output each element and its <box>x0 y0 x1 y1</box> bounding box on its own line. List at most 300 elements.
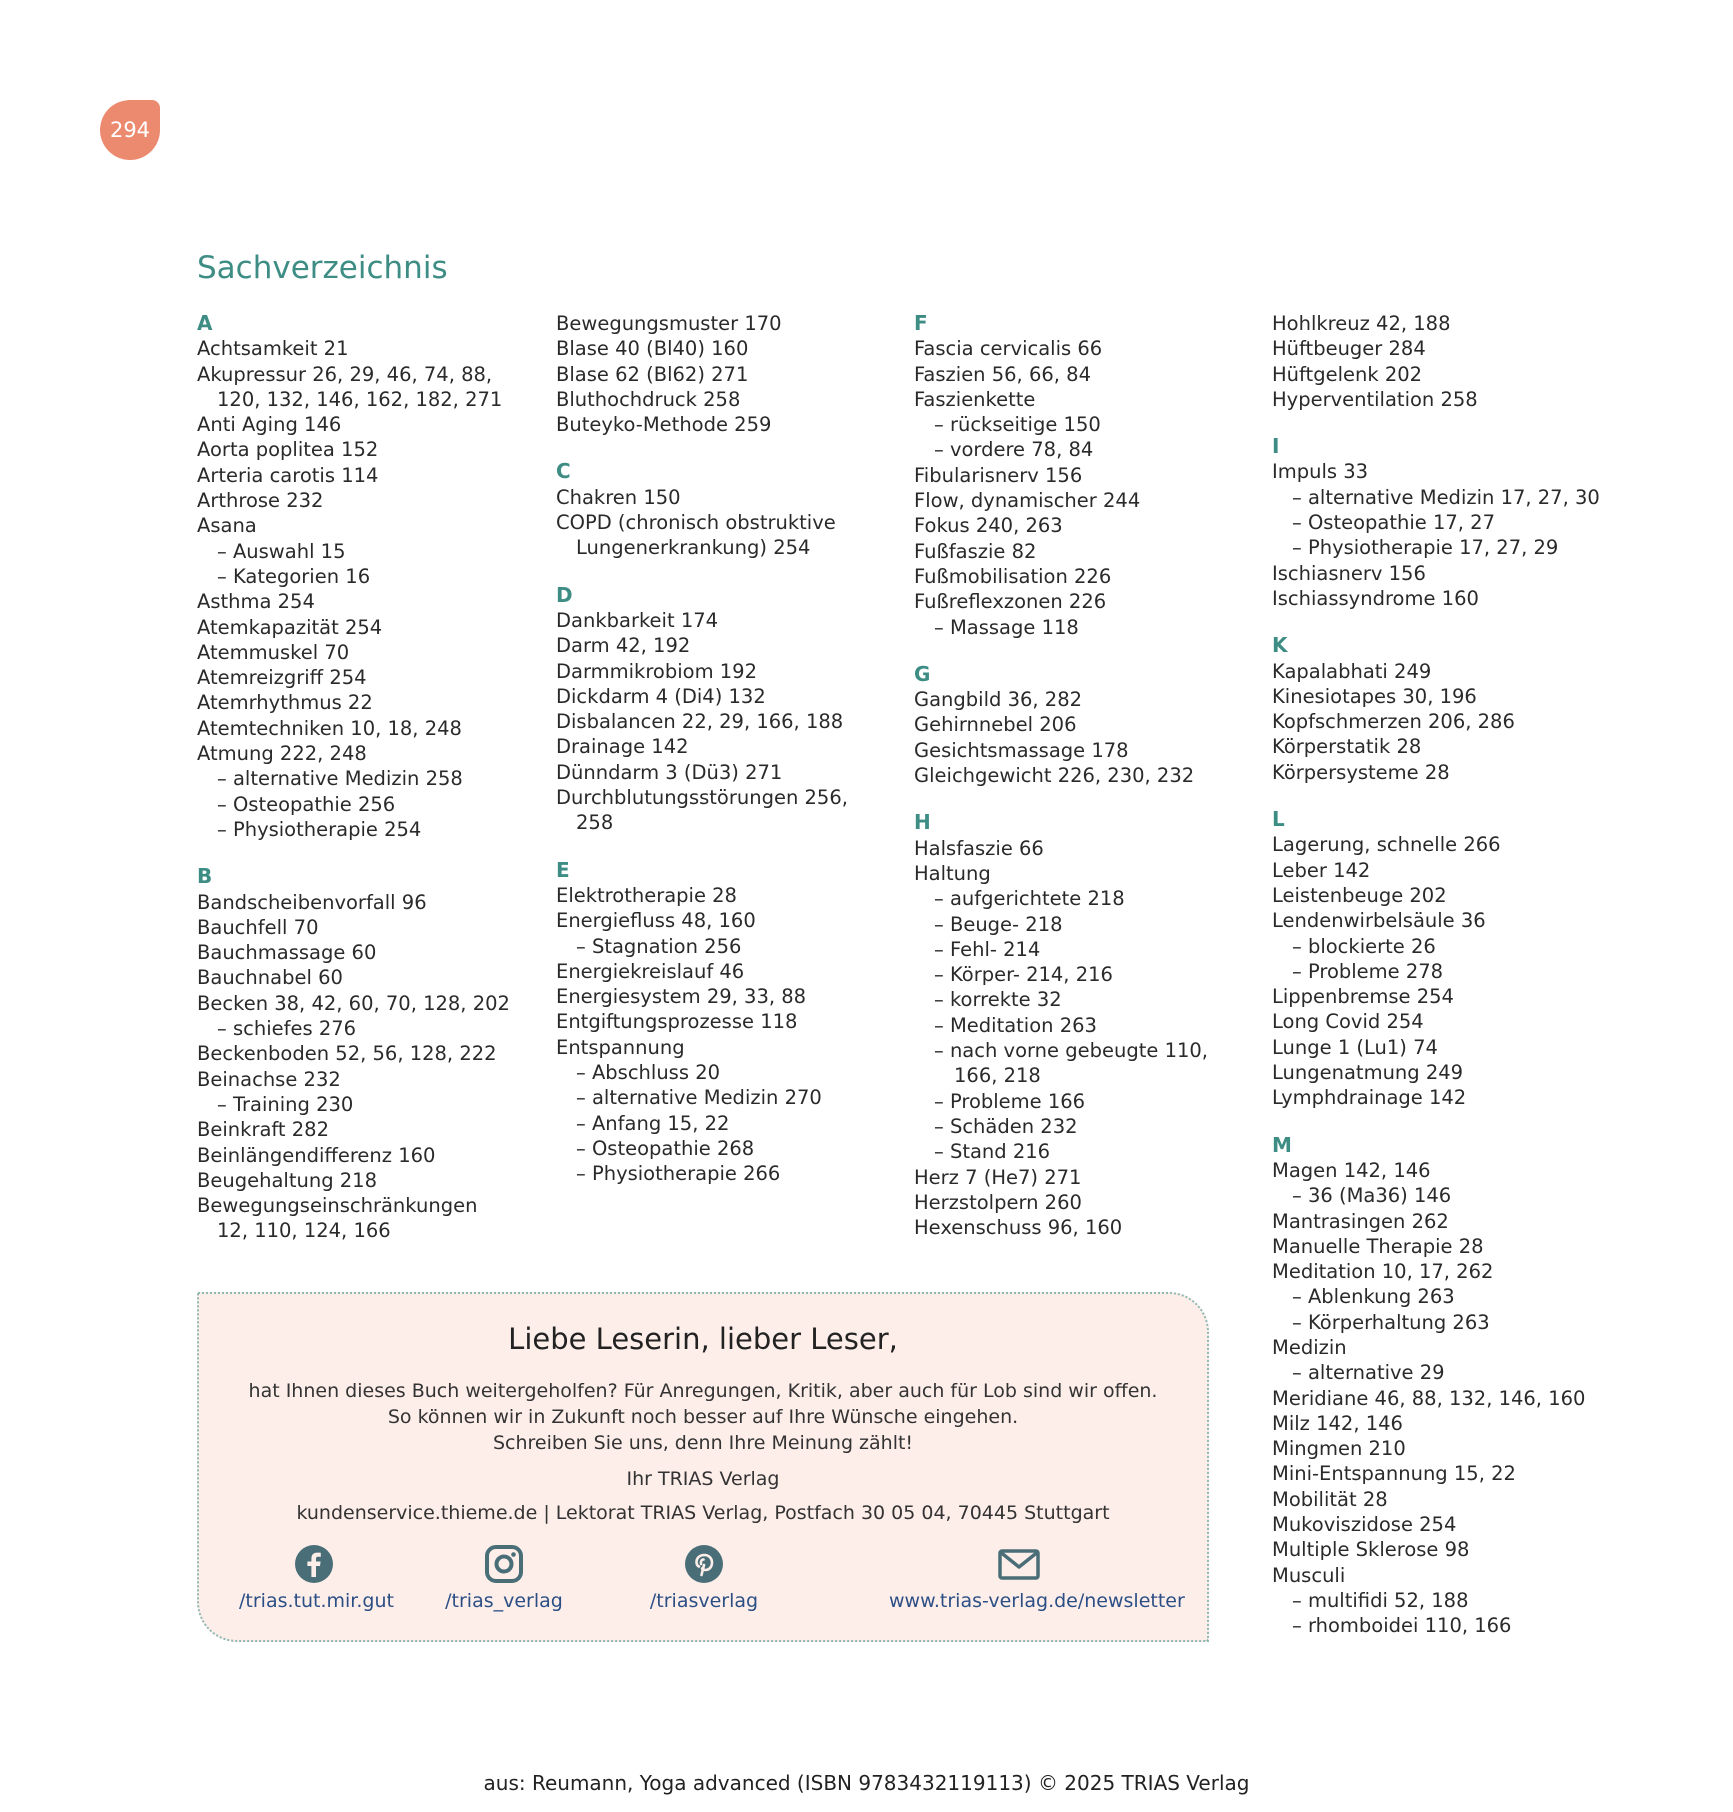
index-entry-text: – Ablenkung 263 <box>1292 1285 1455 1309</box>
index-letter-heading: E <box>556 857 570 882</box>
index-entry <box>556 1085 896 1110</box>
index-entry-text: – Anfang 15, 22 <box>576 1111 730 1135</box>
index-entry <box>197 792 537 817</box>
index-entry <box>1272 1360 1692 1385</box>
index-entry-text: – Fehl- 214 <box>934 937 1041 961</box>
index-entry-text: Hüftgelenk 202 <box>1272 362 1423 386</box>
index-entry-text: Magen 142, 146 <box>1272 1158 1431 1182</box>
index-entry <box>197 690 537 715</box>
index-entry <box>556 659 896 684</box>
index-entry <box>197 336 537 361</box>
index-entry <box>914 513 1254 538</box>
index-entry-text: Flow, dynamischer 244 <box>914 489 1141 513</box>
index-entry-text: Meridiane 46, 88, 132, 146, 160 <box>1272 1386 1586 1410</box>
index-entry-text: Anti Aging 146 <box>197 413 342 437</box>
index-entry-text: Bauchfell 70 <box>197 915 319 939</box>
index-entry-text: COPD (chronisch obstruktive <box>556 511 836 535</box>
index-entry-text: Fußfaszie 82 <box>914 539 1037 563</box>
index-entry <box>914 836 1254 861</box>
index-entry-text: – Stagnation 256 <box>576 934 742 958</box>
index-entry <box>556 387 896 412</box>
index-column-3 <box>914 311 1254 1262</box>
feedback-box <box>197 1292 1209 1642</box>
pinterest-icon <box>684 1544 724 1584</box>
index-entry <box>1272 1588 1692 1613</box>
index-entry <box>1272 1537 1692 1562</box>
index-entry <box>914 1215 1254 1240</box>
index-entry-text: Milz 142, 146 <box>1272 1411 1403 1435</box>
index-entry-text: Ischiasnerv 156 <box>1272 561 1426 585</box>
index-entry-continuation: 258 <box>576 811 614 835</box>
feedback-line: Schreiben Sie uns, denn Ihre Meinung zählt! <box>492 1432 914 1454</box>
index-entry-text: Lendenwirbelsäule 36 <box>1272 909 1486 933</box>
index-entry <box>197 362 537 413</box>
index-entry <box>556 1136 896 1161</box>
index-entry-text: Faszien 56, 66, 84 <box>914 362 1091 386</box>
newsletter-link-label: www.trias-verlag.de/newsletter <box>889 1590 1185 1612</box>
index-entry-text: Multiple Sklerose 98 <box>1272 1538 1470 1562</box>
index-entry-text: Kopfschmerzen 206, 286 <box>1272 710 1515 734</box>
index-entry-text: Lungenatmung 249 <box>1272 1061 1464 1085</box>
index-entry-text: Herzstolpern 260 <box>914 1190 1082 1214</box>
index-section <box>1272 807 1692 1111</box>
index-entry <box>556 1111 896 1136</box>
index-entry <box>914 1165 1254 1190</box>
index-entry-text: Bewegungseinschränkungen <box>197 1194 478 1218</box>
index-entry-text: Lagerung, schnelle 266 <box>1272 833 1501 857</box>
index-entry-text: – 36 (Ma36) 146 <box>1292 1184 1452 1208</box>
index-entry-text: – Osteopathie 268 <box>576 1136 755 1160</box>
index-entry <box>914 912 1254 937</box>
index-entry-text: Hüftbeuger 284 <box>1272 337 1426 361</box>
index-entry <box>914 962 1254 987</box>
index-entry <box>1272 659 1692 684</box>
index-entry <box>1272 1158 1692 1183</box>
index-entry-text: – Beuge- 218 <box>934 912 1063 936</box>
index-entry-text: Elektrotherapie 28 <box>556 883 737 907</box>
index-entry <box>197 665 537 690</box>
index-section <box>197 311 537 842</box>
index-entry-text: Becken 38, 42, 60, 70, 128, 202 <box>197 991 510 1015</box>
pinterest-link-label: /triasverlag <box>649 1590 759 1612</box>
index-entry-text: Fibularisnerv 156 <box>914 463 1083 487</box>
index-entry-text: – Massage 118 <box>934 615 1079 639</box>
index-entry <box>197 615 537 640</box>
index-entry-text: Bauchmassage 60 <box>197 941 377 965</box>
index-entry <box>914 362 1254 387</box>
index-section <box>556 583 896 836</box>
index-entry <box>197 589 537 614</box>
index-entry <box>197 1092 537 1117</box>
index-section <box>556 311 896 437</box>
index-entry <box>556 1060 896 1085</box>
index-entry <box>914 437 1254 462</box>
index-entry-text: Arteria carotis 114 <box>197 463 379 487</box>
index-entry-text: – Auswahl 15 <box>217 539 346 563</box>
index-entry-text: – Physiotherapie 254 <box>217 817 422 841</box>
feedback-line: So können wir in Zukunft noch besser auf Ihre Wünsche eingehen. <box>387 1406 1019 1428</box>
feedback-text <box>199 1378 1207 1456</box>
index-entry <box>197 564 537 589</box>
index-entry <box>197 1168 537 1193</box>
index-entry-text: Fußmobilisation 226 <box>914 564 1112 588</box>
index-entry <box>197 915 537 940</box>
index-entry-text: Atemmuskel 70 <box>197 640 350 664</box>
index-entry-text: – Abschluss 20 <box>576 1061 721 1085</box>
index-entry <box>914 1089 1254 1114</box>
index-entry-text: Drainage 142 <box>556 735 689 759</box>
index-entry <box>197 513 537 538</box>
index-entry <box>556 1009 896 1034</box>
index-entry-text: Gesichtsmassage 178 <box>914 738 1129 762</box>
index-entry <box>1272 1035 1692 1060</box>
index-entry-text: – Osteopathie 17, 27 <box>1292 511 1495 535</box>
index-entry-text: – rhomboidei 110, 166 <box>1292 1614 1512 1638</box>
index-entry <box>197 437 537 462</box>
index-entry <box>1272 1009 1692 1034</box>
index-entry-text: Ischiassyndrome 160 <box>1272 586 1479 610</box>
index-entry-text: Haltung <box>914 861 991 885</box>
index-entry-text: – schiefes 276 <box>217 1017 357 1041</box>
index-entry-text: Darmmikrobiom 192 <box>556 659 757 683</box>
index-entry <box>914 564 1254 589</box>
index-entry-text: – korrekte 32 <box>934 988 1062 1012</box>
index-entry-text: Lunge 1 (Lu1) 74 <box>1272 1035 1438 1059</box>
index-entry <box>1272 1563 1692 1588</box>
index-entry-text: Dankbarkeit 174 <box>556 608 719 632</box>
index-section <box>914 810 1254 1240</box>
index-entry-text: Asana <box>197 514 257 538</box>
index-entry-text: – Physiotherapie 266 <box>576 1162 781 1186</box>
index-entry <box>1272 1310 1692 1335</box>
index-entry-text: Dünndarm 3 (Dü3) 271 <box>556 760 783 784</box>
index-entry-text: Energiesystem 29, 33, 88 <box>556 985 807 1009</box>
index-entry-text: Dickdarm 4 (Di4) 132 <box>556 684 766 708</box>
index-entry-text: Körperstatik 28 <box>1272 735 1422 759</box>
index-entry <box>1272 1436 1692 1461</box>
index-entry-text: Achtsamkeit 21 <box>197 337 349 361</box>
index-entry-text: – alternative Medizin 17, 27, 30 <box>1292 485 1600 509</box>
index-entry-continuation: 120, 132, 146, 162, 182, 271 <box>217 387 503 411</box>
index-entry-text: – Meditation 263 <box>934 1013 1097 1037</box>
index-entry <box>197 890 537 915</box>
index-entry <box>1272 1613 1692 1638</box>
index-letter-heading: L <box>1272 807 1285 832</box>
index-entry <box>556 510 896 561</box>
index-entry <box>556 908 896 933</box>
index-entry <box>556 336 896 361</box>
index-column-2 <box>556 311 896 1209</box>
index-entry-text: – vordere 78, 84 <box>934 438 1094 462</box>
index-entry <box>556 311 896 336</box>
index-entry-text: Faszienkette <box>914 387 1036 411</box>
feedback-signature: Ihr TRIAS Verlag <box>626 1468 780 1490</box>
index-entry <box>197 716 537 741</box>
index-entry-text: Mini-Entspannung 15, 22 <box>1272 1462 1516 1486</box>
index-entry <box>1272 908 1692 933</box>
index-letter-heading: C <box>556 459 571 484</box>
index-entry-text: Mukoviszidose 254 <box>1272 1513 1457 1537</box>
index-section <box>1272 311 1692 412</box>
index-entry-text: Atmung 222, 248 <box>197 742 367 766</box>
index-entry-text: Atemtechniken 10, 18, 248 <box>197 716 462 740</box>
index-entry <box>556 412 896 437</box>
index-entry-text: Mingmen 210 <box>1272 1437 1406 1461</box>
index-entry <box>1272 1234 1692 1259</box>
index-entry-text: Chakren 150 <box>556 485 681 509</box>
index-entry <box>197 463 537 488</box>
index-entry-text: Blase 62 (Bl62) 271 <box>556 362 749 386</box>
index-entry <box>1272 959 1692 984</box>
index-entry-text: Hohlkreuz 42, 188 <box>1272 312 1451 335</box>
index-section <box>556 858 896 1187</box>
index-entry <box>197 1193 537 1244</box>
pinterest-link[interactable] <box>649 1544 759 1612</box>
index-entry <box>556 959 896 984</box>
index-entry-text: Herz 7 (He7) 271 <box>914 1165 1082 1189</box>
index-entry <box>1272 586 1692 611</box>
index-entry-text: Energiekreislauf 46 <box>556 959 745 983</box>
index-entry <box>556 934 896 959</box>
index-entry-text: – rückseitige 150 <box>934 413 1101 437</box>
index-entry <box>914 1190 1254 1215</box>
index-entry-text: – multifidi 52, 188 <box>1292 1588 1469 1612</box>
index-entry-text: Blase 40 (Bl40) 160 <box>556 337 749 361</box>
facebook-link-label: /trias.tut.mir.gut <box>239 1590 394 1612</box>
index-entry-text: Bauchnabel 60 <box>197 966 343 990</box>
index-entry <box>914 937 1254 962</box>
index-entry <box>914 615 1254 640</box>
index-entry-text: Disbalancen 22, 29, 166, 188 <box>556 710 844 734</box>
index-entry-text: Gleichgewicht 226, 230, 232 <box>914 764 1195 788</box>
index-entry <box>197 991 537 1016</box>
index-entry-text: – blockierte 26 <box>1292 934 1436 958</box>
index-entry-text: Beckenboden 52, 56, 128, 222 <box>197 1042 497 1066</box>
instagram-link-label: /trias_verlag <box>445 1590 563 1612</box>
index-entry <box>556 608 896 633</box>
index-letter-heading: A <box>197 311 213 335</box>
index-entry-text: Arthrose 232 <box>197 489 324 513</box>
index-entry-text: – Osteopathie 256 <box>217 792 396 816</box>
index-entry-text: – alternative Medizin 258 <box>217 767 463 791</box>
index-letter-heading: H <box>914 810 931 835</box>
index-entry <box>197 1143 537 1168</box>
index-entry-text: – Körper- 214, 216 <box>934 963 1113 987</box>
index-entry-text: – Physiotherapie 17, 27, 29 <box>1292 536 1559 560</box>
index-entry <box>914 1013 1254 1038</box>
index-entry <box>914 1038 1254 1089</box>
index-entry-text: – Stand 216 <box>934 1140 1051 1164</box>
index-entry <box>556 760 896 785</box>
index-entry <box>1272 734 1692 759</box>
index-entry <box>1272 883 1692 908</box>
index-entry-text: Mobilität 28 <box>1272 1487 1388 1511</box>
index-entry <box>556 485 896 510</box>
index-entry <box>1272 336 1692 361</box>
index-letter-heading: B <box>197 864 213 889</box>
index-section <box>914 662 1254 788</box>
index-entry-text: Hexenschuss 96, 160 <box>914 1216 1123 1240</box>
index-entry <box>197 741 537 766</box>
index-entry-text: – Körperhaltung 263 <box>1292 1310 1490 1334</box>
page-title: Sachverzeichnis <box>197 250 448 286</box>
index-entry-text: – Training 230 <box>217 1092 354 1116</box>
index-entry <box>1272 1487 1692 1512</box>
index-entry <box>1272 1386 1692 1411</box>
index-entry-text: Musculi <box>1272 1563 1346 1587</box>
page-number-badge: 294 <box>100 100 160 160</box>
index-entry <box>197 766 537 791</box>
mail-icon <box>997 1544 1041 1584</box>
index-entry-text: Gehirnnebel 206 <box>914 713 1077 737</box>
feedback-line: hat Ihnen dieses Buch weitergeholfen? Für Anregungen, Kritik, aber auch für Lob sind wir offen. <box>248 1380 1158 1402</box>
index-entry <box>914 1139 1254 1164</box>
index-entry-continuation: Lungenerkrankung) 254 <box>576 536 811 560</box>
index-letter-heading: D <box>556 582 573 607</box>
index-entry <box>914 463 1254 488</box>
index-entry <box>197 412 537 437</box>
feedback-heading: Liebe Leserin, lieber Leser, <box>508 1322 898 1356</box>
index-entry-text: Buteyko-Methode 259 <box>556 413 772 437</box>
index-entry <box>556 1161 896 1186</box>
copyright-footer: aus: Reumann, Yoga advanced (ISBN 9783432119113) © 2025 TRIAS Verlag <box>483 1771 1250 1795</box>
index-entry-text: Impuls 33 <box>1272 460 1369 484</box>
index-entry <box>914 1114 1254 1139</box>
index-entry <box>556 633 896 658</box>
index-entry <box>914 886 1254 911</box>
index-entry <box>1272 1284 1692 1309</box>
index-entry <box>914 336 1254 361</box>
index-letter-heading: F <box>914 311 928 335</box>
index-entry-text: Energiefluss 48, 160 <box>556 909 756 933</box>
index-entry <box>197 640 537 665</box>
index-entry <box>1272 561 1692 586</box>
index-entry <box>1272 1512 1692 1537</box>
index-letter-heading: I <box>1272 434 1280 459</box>
index-entry-text: Mantrasingen 262 <box>1272 1209 1449 1233</box>
index-entry <box>1272 858 1692 883</box>
index-entry-text: Kinesiotapes 30, 196 <box>1272 684 1477 708</box>
index-section <box>914 311 1254 640</box>
index-entry <box>556 785 896 836</box>
index-entry-text: – Schäden 232 <box>934 1114 1078 1138</box>
index-entry <box>197 940 537 965</box>
index-entry-text: Beinkraft 282 <box>197 1118 329 1142</box>
index-entry <box>914 763 1254 788</box>
index-entry <box>1272 1085 1692 1110</box>
index-entry <box>1272 387 1692 412</box>
index-entry <box>197 1041 537 1066</box>
index-entry-text: Bewegungsmuster 170 <box>556 312 782 335</box>
social-links <box>199 1544 1207 1614</box>
index-entry-text: – alternative Medizin 270 <box>576 1086 822 1110</box>
index-entry <box>197 1016 537 1041</box>
index-entry-text: Fokus 240, 263 <box>914 514 1063 538</box>
index-entry <box>1272 1461 1692 1486</box>
index-entry-text: Entspannung <box>556 1035 685 1059</box>
index-entry <box>1272 510 1692 535</box>
index-entry <box>556 684 896 709</box>
index-entry-text: – nach vorne gebeugte 110, <box>934 1039 1208 1063</box>
index-entry <box>1272 362 1692 387</box>
index-entry <box>1272 1259 1692 1284</box>
index-entry <box>1272 1411 1692 1436</box>
index-entry <box>914 412 1254 437</box>
newsletter-link[interactable] <box>889 1544 1185 1612</box>
index-entry-text: Akupressur 26, 29, 46, 74, 88, <box>197 362 493 386</box>
index-entry-text: Kapalabhati 249 <box>1272 659 1432 683</box>
index-column-1 <box>197 311 537 1266</box>
index-entry-text: Beinachse 232 <box>197 1067 341 1091</box>
index-entry <box>556 362 896 387</box>
index-entry-text: Atemkapazität 254 <box>197 615 383 639</box>
contact-line: kundenservice.thieme.de | Lektorat TRIAS Verlag, Postfach 30 05 04, 70445 Stuttgart <box>296 1502 1110 1524</box>
index-entry-text: Fußreflexzonen 226 <box>914 590 1107 614</box>
index-entry-text: Atemreizgriff 254 <box>197 666 367 690</box>
index-entry <box>914 861 1254 886</box>
index-entry <box>197 817 537 842</box>
index-entry-text: – alternative 29 <box>1292 1361 1445 1385</box>
index-entry <box>914 539 1254 564</box>
index-entry-text: – aufgerichtete 218 <box>934 887 1125 911</box>
index-entry <box>556 1035 896 1060</box>
index-entry <box>556 734 896 759</box>
index-entry <box>1272 485 1692 510</box>
index-entry-text: Durchblutungsstörungen 256, <box>556 786 848 810</box>
index-entry-continuation: 12, 110, 124, 166 <box>217 1219 391 1243</box>
index-entry-text: Körpersysteme 28 <box>1272 760 1450 784</box>
index-entry <box>1272 934 1692 959</box>
index-column-4 <box>1272 311 1692 1661</box>
index-entry <box>197 539 537 564</box>
instagram-link[interactable] <box>444 1544 564 1612</box>
index-entry <box>1272 1060 1692 1085</box>
index-entry-text: Beugehaltung 218 <box>197 1168 377 1192</box>
index-entry <box>197 965 537 990</box>
index-entry-text: Darm 42, 192 <box>556 634 691 658</box>
index-entry-text: Lymphdrainage 142 <box>1272 1086 1467 1110</box>
index-entry-text: Fascia cervicalis 66 <box>914 337 1103 361</box>
index-entry <box>914 589 1254 614</box>
index-entry-text: Entgiftungsprozesse 118 <box>556 1010 798 1034</box>
index-entry-text: Halsfaszie 66 <box>914 836 1044 860</box>
index-entry <box>1272 1209 1692 1234</box>
index-entry <box>556 883 896 908</box>
index-entry <box>1272 684 1692 709</box>
index-entry-text: Beinlängendifferenz 160 <box>197 1143 436 1167</box>
facebook-icon <box>294 1544 334 1584</box>
index-entry-text: Medizin <box>1272 1335 1347 1359</box>
index-entry-text: Hyperventilation 258 <box>1272 387 1478 411</box>
index-entry <box>1272 535 1692 560</box>
index-entry <box>1272 1335 1692 1360</box>
index-entry <box>914 738 1254 763</box>
index-section <box>197 864 537 1243</box>
index-entry-text: Bandscheibenvorfall 96 <box>197 890 427 914</box>
facebook-link[interactable] <box>239 1544 394 1612</box>
index-section <box>1272 434 1692 611</box>
index-entry-text: Leistenbeuge 202 <box>1272 883 1447 907</box>
index-entry <box>1272 311 1692 336</box>
index-entry-text: Atemrhythmus 22 <box>197 691 373 715</box>
index-entry <box>914 488 1254 513</box>
index-entry <box>914 712 1254 737</box>
index-entry-text: Manuelle Therapie 28 <box>1272 1234 1484 1258</box>
index-entry <box>556 984 896 1009</box>
index-letter-heading: K <box>1272 633 1288 658</box>
index-entry <box>914 387 1254 412</box>
index-entry-text: – Probleme 278 <box>1292 959 1444 983</box>
